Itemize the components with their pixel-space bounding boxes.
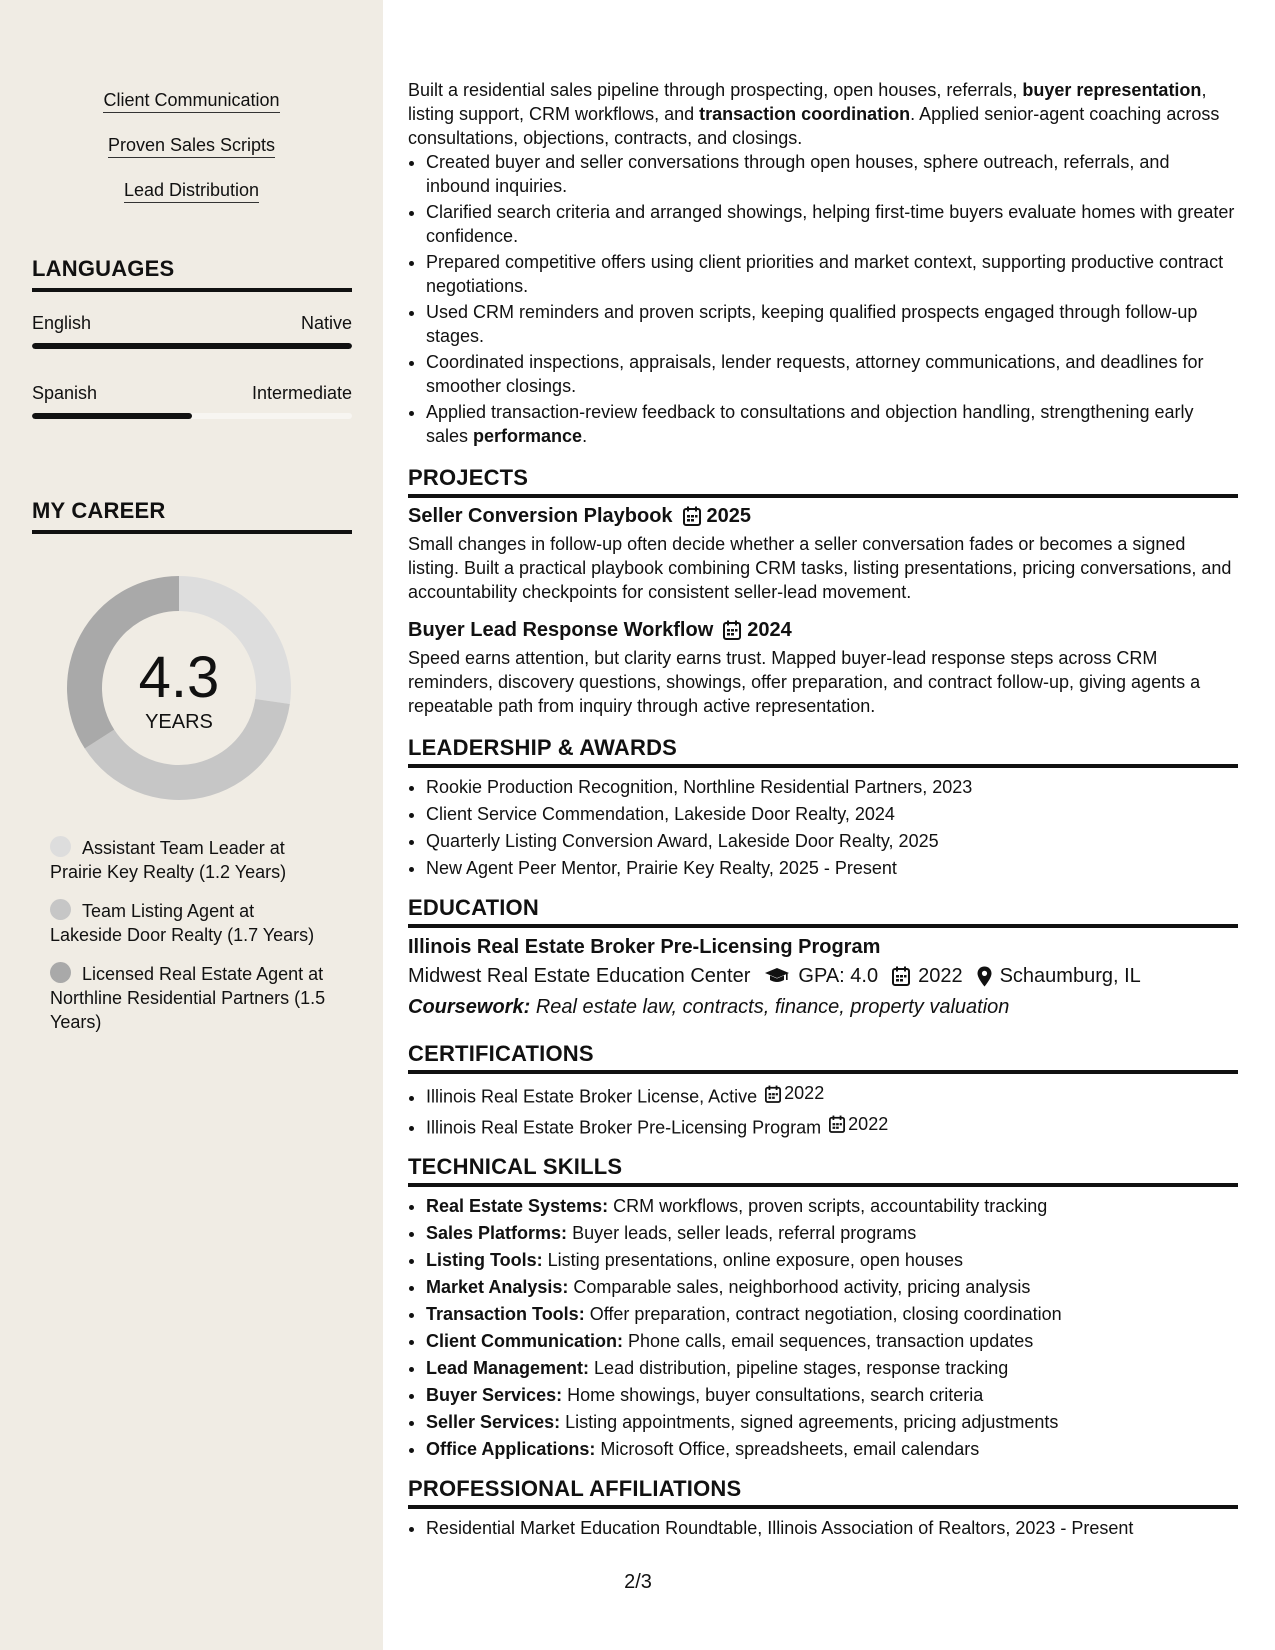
language-bar-fill xyxy=(32,343,352,349)
education-gpa: GPA: 4.0 xyxy=(798,965,879,987)
list-item: • Created buyer and seller conversations through open houses, sphere outreach, referrals, and inbound inquiries. xyxy=(426,150,1238,198)
list-item: • Rookie Production Recognition, Northline Residential Partners, 2023 xyxy=(426,774,1238,801)
legend-dot xyxy=(50,836,71,857)
list-item: • Clarified search criteria and arranged showings, helping first-time buyers evaluate homes with greater confidence. xyxy=(426,200,1238,248)
list-item: • Listing Tools: Listing presentations, online exposure, open houses xyxy=(426,1247,1238,1274)
page-number: 2/3 xyxy=(624,1571,652,1593)
list-item: • Residential Market Education Roundtable, Illinois Association of Realtors, 2023 - Present xyxy=(426,1515,1238,1542)
affiliations-list xyxy=(408,1515,1238,1542)
education-coursework: Coursework: Real estate law, contracts, finance, property valuation xyxy=(408,996,1010,1018)
graduation-cap-icon xyxy=(764,967,790,985)
experience-summary: Built a residential sales pipeline through prospecting, open houses, referrals, buyer representation, listing support, CRM workflows, and transaction coordination. Applied senior-agent coaching across consultations, objections, contracts, and closings. xyxy=(408,80,1220,148)
technical-skills-list xyxy=(408,1193,1238,1463)
project-description: Small changes in follow-up often decide whether a seller conversation fades or becomes a signed listing. Built a practical playbook combining CRM tasks, listing presentations, pricing conversations, and accountability checkpoints for consistent seller-lead movement. xyxy=(408,534,1232,602)
languages-heading: LANGUAGES xyxy=(32,256,352,292)
list-item: • Applied transaction-review feedback to consultations and objection handling, strengthening early sales performance. xyxy=(426,400,1238,448)
projects-heading: PROJECTS xyxy=(408,464,1238,498)
project-description: Speed earns attention, but clarity earns trust. Mapped buyer-lead response steps across CRM reminders, discovery questions, showings, offer preparation, and contract follow-up, giving agents a repeatable path from inquiry through active representation. xyxy=(408,648,1201,716)
language-level: Intermediate xyxy=(251,383,352,403)
education-school: Midwest Real Estate Education Center xyxy=(408,965,751,987)
language-name: Spanish xyxy=(32,383,98,403)
certifications-heading: CERTIFICATIONS xyxy=(408,1040,1238,1074)
language-bar xyxy=(32,343,352,349)
career-total: 4.3 xyxy=(138,645,220,710)
main-content xyxy=(408,78,1238,1542)
language-name: English xyxy=(32,313,92,333)
list-item: • Client Service Commendation, Lakeside Door Realty, 2024 xyxy=(426,801,1238,828)
language-level: Native xyxy=(300,313,352,333)
skill-tag: Client Communication xyxy=(0,88,383,112)
education-meta xyxy=(408,960,1238,992)
list-item: • Coordinated inspections, appraisals, lender requests, attorney communications, and deadlines for smoother closings. xyxy=(426,350,1238,398)
list-item: • Illinois Real Estate Broker Pre-Licensing Program 2022 xyxy=(426,1111,1238,1142)
list-item: • Real Estate Systems: CRM workflows, proven scripts, accountability tracking xyxy=(426,1193,1238,1220)
technical-skills-heading: TECHNICAL SKILLS xyxy=(408,1153,1238,1187)
education-program: Illinois Real Estate Broker Pre-Licensing Program xyxy=(408,936,881,958)
list-item: • Market Analysis: Comparable sales, neighborhood activity, pricing analysis xyxy=(426,1274,1238,1301)
project-date: 2024 xyxy=(723,618,792,642)
education-year: 2022 xyxy=(918,965,963,987)
career-item: Team Listing Agent at Lakeside Door Realty (1.7 Years) xyxy=(50,901,315,945)
language-bar xyxy=(32,413,352,419)
list-item: • New Agent Peer Mentor, Prairie Key Realty, 2025 - Present xyxy=(426,855,1238,882)
project-date: 2025 xyxy=(683,504,752,528)
affiliations-heading: PROFESSIONAL AFFILIATIONS xyxy=(408,1475,1238,1509)
career-item: Licensed Real Estate Agent at Northline Residential Partners (1.5 Years) xyxy=(50,964,326,1032)
list-item: • Illinois Real Estate Broker License, Active 2022 xyxy=(426,1080,1238,1111)
list-item: • Office Applications: Microsoft Office, spreadsheets, email calendars xyxy=(426,1436,1238,1463)
sidebar xyxy=(0,0,383,1650)
calendar-icon xyxy=(892,966,910,986)
list-item: • Used CRM reminders and proven scripts, keeping qualified prospects engaged through follow-up stages. xyxy=(426,300,1238,348)
experience-bullets xyxy=(408,150,1238,448)
skill-tag: Lead Distribution xyxy=(0,178,383,202)
calendar-icon xyxy=(723,620,741,640)
calendar-icon xyxy=(683,506,701,526)
legend-dot xyxy=(50,962,71,983)
career-unit: YEARS xyxy=(145,711,213,733)
career-item: Assistant Team Leader at Prairie Key Realty (1.2 Years) xyxy=(50,838,287,882)
skill-tag: Proven Sales Scripts xyxy=(0,133,383,157)
education-heading: EDUCATION xyxy=(408,894,1238,928)
certifications-list xyxy=(408,1080,1238,1141)
language-row xyxy=(32,383,352,404)
legend-dot xyxy=(50,899,71,920)
map-pin-icon xyxy=(977,966,992,987)
career-heading: MY CAREER xyxy=(32,498,352,534)
list-item: • Seller Services: Listing appointments, signed agreements, pricing adjustments xyxy=(426,1409,1238,1436)
leadership-heading: LEADERSHIP & AWARDS xyxy=(408,734,1238,768)
list-item: • Client Communication: Phone calls, email sequences, transaction updates xyxy=(426,1328,1238,1355)
list-item: • Prepared competitive offers using client priorities and market context, supporting productive contract negotiations. xyxy=(426,250,1238,298)
language-bar-fill xyxy=(32,413,192,419)
list-item: • Buyer Services: Home showings, buyer consultations, search criteria xyxy=(426,1382,1238,1409)
list-item: • Sales Platforms: Buyer leads, seller leads, referral programs xyxy=(426,1220,1238,1247)
list-item: • Quarterly Listing Conversion Award, Lakeside Door Realty, 2025 xyxy=(426,828,1238,855)
list-item: • Lead Management: Lead distribution, pipeline stages, response tracking xyxy=(426,1355,1238,1382)
project-title: Seller Conversion Playbook 2025 xyxy=(408,505,752,527)
education-location: Schaumburg, IL xyxy=(999,965,1141,987)
calendar-icon xyxy=(829,1115,845,1133)
calendar-icon xyxy=(765,1085,781,1103)
language-row xyxy=(32,313,352,334)
list-item: • Transaction Tools: Offer preparation, contract negotiation, closing coordination xyxy=(426,1301,1238,1328)
leadership-list xyxy=(408,774,1238,882)
project-title: Buyer Lead Response Workflow 2024 xyxy=(408,619,792,641)
